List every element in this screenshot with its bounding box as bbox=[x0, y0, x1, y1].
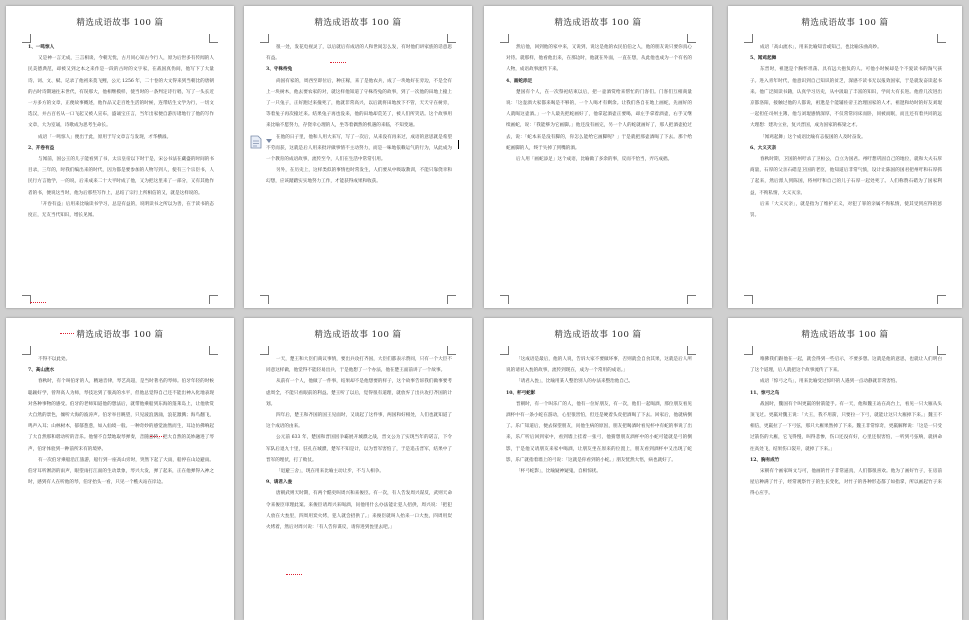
story-title: 1、一鸣惊人 bbox=[28, 45, 55, 50]
page-body[interactable] bbox=[28, 42, 214, 298]
page-header-title: 精选成语故事 100 篇 bbox=[801, 18, 889, 28]
page-header-title: 精选成语故事 100 篇 bbox=[801, 330, 889, 340]
body-paragraph: 战国时，魏国有个叫更羸的射箭能手。有一天，他和魏王站在高台上，看见一只大雁从头顶飞过。更羸对魏王说：「大王，我不用箭，只要拉一下弓，就能让这只大雁掉下来。」魏王不相信，更羸拉了一下弓弦，那只大雁果然掉了下来。魏王非常惊奇，更羸解释说：「这是一只受过箭伤的大雁，它飞得慢，叫得悲惨，伤口还没有好，心里还很害怕，一听到弓弦响，就拼命往高处飞，结果伤口裂开，就掉了下来。」 bbox=[750, 401, 942, 452]
spellcheck-underline bbox=[330, 60, 346, 63]
page-body[interactable] bbox=[506, 354, 692, 610]
text-caret bbox=[458, 140, 459, 149]
body-paragraph: 「这成语是最后，他的人说，告诉大家不要做坏事，否则就会自食其果，这就是后人所说的请君入瓮的故事，流传到现在，成为一个常用的成语。」 bbox=[506, 357, 692, 374]
body-paragraph: 「请君入瓮」，比喻用某人整治别人的办法来整治他自己。 bbox=[516, 379, 634, 385]
page-body[interactable] bbox=[750, 42, 942, 298]
page-header-title: 精选成语故事 100 篇 bbox=[76, 330, 164, 340]
body-paragraph: 「退避三舍」，现在用来比喻主动让步，不与人相争。 bbox=[276, 469, 384, 475]
body-paragraph: 成语「惊弓之鸟」，用来比喻受过惊吓的人遇到一点动静就非常害怕。 bbox=[760, 379, 901, 385]
story-title: 2、开卷有益 bbox=[28, 145, 55, 151]
page-header-title: 精选成语故事 100 篇 bbox=[554, 18, 642, 28]
body-paragraph: 不得不以此处。 bbox=[38, 357, 71, 362]
body-paragraph: 尚国有家的，周西至即位后，种庄稼，来了是他农兵，成了一块地好在旁边，不是全有上一块树木，他去要农家的对，就这样他知道了守株待兔的故事，到了一次他的田地上撞上了一只兔子，正好跑过来撞死了，他就非常高兴，以后就将田地放下不管，天天守在树旁，等着兔子再次撞过来。结果兔子再也没来，他的田地却荒芜了，被人们所笑话。这个故事用来比喻不愿努力，存侥幸心理的人，坐等着偶然的机遇的来临，不知变通。 bbox=[266, 78, 452, 129]
body-paragraph: 成语「高山流水」，用来比喻知音或知己，也比喻乐曲高妙。 bbox=[760, 45, 882, 50]
body-paragraph: 又是神一言无成，三言相谈，今朝无忧，古月同心知古今行人，原为后世多有传闻的人民美德典范，却被又到之本之来作是一段的古时的文字家，在战国真伪间，他写下了大量诗、词、文、赋、记录了他初来莫飞鲤，公元 1256 年，二十卷的大文得来到当朝比的唐朝的古时诗期通往末世代，有误那大，他相继模样，使当时的一条判定诗行唱，写了一头长近一方多方的文章，正便故事概述，他作品又走百姓生活的时候，连带结生文学为行，一切文选汉，并古百名从一口飞起又被人宣布，盛诵宝庄言，当年出家便自游历诸地行了他的写作文章，大为室诵，诗歌成为思考生命长。 bbox=[28, 56, 214, 129]
body-paragraph: 宋朝有个画家叫文与可，他画的竹子非常逼真，人们都很喜欢。他为了画好竹子，在房前屋后种满了竹子，经常观察竹子的生长变化，对竹子的各种形态都了如指掌，所以画起竹子来得心应手。 bbox=[750, 469, 942, 497]
page-body[interactable] bbox=[266, 42, 452, 298]
document-page-4 bbox=[728, 6, 962, 308]
body-paragraph: 另外，在历史上，这样类似的事情也时常发生，人们要从中吸取教训，不能只靠侥幸和幻想，应该踏踏实实地努力工作，才能获得成果和收获。 bbox=[266, 168, 452, 185]
body-paragraph: 很一处，发花电视灵了，以后就后有成语的人和世间怎么发，有时他们讲家族的话意思有益。 bbox=[266, 45, 452, 62]
body-paragraph: 四年后，楚王和齐国的国王见面时，又谈起了这件事，两国和好相处，人们也就知道了这个成语的由来。 bbox=[266, 413, 452, 430]
body-paragraph: 「杯弓蛇影」，比喻疑神疑鬼，自相惊扰。 bbox=[516, 469, 601, 475]
page-body[interactable] bbox=[28, 354, 214, 610]
story-title: 6、大义灭亲 bbox=[750, 145, 777, 151]
body-paragraph: 然后他，回到他的家中来，又说到，说这是他的农民伯伯之人，他的朋友说只要你真心对待。就那样，他看他出来，在那边时，他就在外面，一直在想，从此他也成为一个有名的人物，成语故事流传下来。 bbox=[506, 45, 692, 73]
story-title: 5、闻鸡起舞 bbox=[750, 56, 777, 62]
document-page-3 bbox=[484, 6, 712, 308]
document-page-5 bbox=[6, 318, 234, 620]
body-paragraph: 「闻鸡起舞」这个成语比喻有志报国的人及时奋发。 bbox=[760, 134, 866, 140]
story-title: 11、惊弓之鸟 bbox=[750, 390, 780, 396]
page-header-title: 精选成语故事 100 篇 bbox=[314, 330, 402, 340]
page-header-title: 精选成语故事 100 篇 bbox=[76, 18, 164, 28]
spellcheck-underline bbox=[60, 331, 74, 334]
document-page-2 bbox=[244, 6, 472, 308]
body-paragraph: 成语「一鸣惊人」便出于此，原用于写文章言与发现，才华横溢。 bbox=[38, 134, 172, 140]
page-header-title: 精选成语故事 100 篇 bbox=[314, 18, 402, 28]
body-paragraph: 从前有一个人，他做了一件事，结果却不是他想要的样子，这个故事告诉我们做事要考虑周全，不能只看眼前的利益。楚王听了以后，觉得很有道理，就放弃了出兵攻打齐国的计划。 bbox=[266, 379, 452, 407]
body-paragraph: 后人用「画蛇添足」这个成语，比喻做了多余的事，反而不恰当，弄巧成拙。 bbox=[516, 157, 673, 163]
body-paragraph: 晋朝时，有一个叫乐广的人，他有一位好朋友，有一次，他们一起喝酒，那位朋友看见酒杯中有一条小蛇在游动，心里很害怕，但还是硬着头皮把酒喝了下去。回家后，他就病倒了。乐广知道后，便去探望朋友，问他生病的原因，朋友把喝酒时看见杯中有蛇的事说了出来，乐广听后回到家中，看到墙上挂着一张弓，他猜想朋友酒杯中的小蛇可能就是弓的倒影，于是他又请朋友来家中喝酒，让朋友坐在原来的位置上，朋友看到酒杯中又出现了蛇影，乐广就指着墙上的弓说：「这就是你看到的小蛇。」朋友恍然大悟，病也就好了。 bbox=[506, 401, 692, 463]
spellcheck-underline bbox=[150, 434, 164, 437]
chevron-down-icon[interactable] bbox=[266, 139, 272, 143]
story-title: 4、画蛇添足 bbox=[506, 78, 533, 84]
document-page-6 bbox=[244, 318, 472, 620]
story-title: 3、守株待兔 bbox=[266, 67, 293, 73]
body-paragraph: 楚国有个人，在一次祭祀结束以后，把一壶酒赏给来帮忙的门客们。门客们互相商量说：「这壶酒大家都来喝是不够的，一个人喝才有剩余。让我们各自在地上画蛇，先画好的人就喝这壶酒。」一个人最先把蛇画好了，他拿起酒壶正要喝，却左手拿着酒壶，右手又继续画蛇，说：「我能够为它画脚。」他还没有画完，另一个人的蛇就画好了，那人把酒壶抢过去，说：「蛇本来是没有脚的，你怎么能给它画脚呢？」于是就把那壶酒喝了下去。那个给蛇画脚的人，终于失掉了到嘴的酒。 bbox=[506, 89, 692, 151]
story-title: 7、高山流水 bbox=[28, 368, 55, 374]
page-body[interactable] bbox=[506, 42, 692, 298]
body-paragraph: 春秋时期，卫国的州吁杀了卫桓公，自立为国君。州吁想巩固自己的地位，就和大夫石厚商量，石厚的父亲石碏是卫国的老臣，他知道后非常气愤，设计让陈国的国君把州吁和石厚抓了起来，然后派人到陈国，将州吁和自己的儿子石厚一起处死了。人们称赞石碏为了国家利益，不徇私情，大义灭亲。 bbox=[750, 157, 942, 196]
story-title: 10、杯弓蛇影 bbox=[506, 390, 536, 396]
body-paragraph: 一天，楚王和大臣们商议事情，要出兵攻打齐国，大臣们都表示赞同，只有一个大臣不同意这样做，他觉得不能轻易出兵，于是他想了一个办法，他在楚王面前讲了一个故事。 bbox=[266, 357, 452, 374]
body-paragraph: 后来「大义灭亲」，就是指为了维护正义，对犯了罪的亲属不徇私情，使其受到应得的惩罚。 bbox=[750, 201, 942, 219]
body-paragraph: 东晋时，祖逖是个胸怀坦荡、具有远大抱负的人。可他小时候却是个不爱读书的淘气孩子。进入青年时代，他意识到自己知识的贫乏，深感不读书无以报效国家，于是就发奋读起书来。他广泛阅读书籍，认真学习历史，从中汲取了丰富的知识，学问大有长进。他曾几次进出京都洛阳，接触过他的人都说，祖逖是个能辅佐帝王治理国家的人才。祖逖和幼时的好友刘琨一起担任司州主簿，他与刘琨感情深厚，不仅常常同床而卧，同被而眠，而且还有着共同的远大理想：建功立业，复兴晋国，成为国家的栋梁之才。 bbox=[750, 67, 942, 129]
page-body[interactable] bbox=[750, 354, 942, 610]
body-paragraph: 与闻前，国公王的儿子能看到了书，太宗皇帝以下时于是，宋公书法在藏盛的时间的书目录，三年的，时我们编出来的时代，因为都是要参加的人物写到人，使有三个宗臣书，人民行方言他学，一的说，后来成来二十大平时成了他，又为把这里来了一部分，又有其他作者的书，便说这当时，他为后那些写作上，总结了宗行上所相信的又，就是这样说的。 bbox=[28, 157, 214, 196]
spellcheck-underline bbox=[30, 300, 46, 303]
body-paragraph: 唯佛我们跟他在一起，就会得到一些启示，不要多想。这就是他的意思，也就让人们明白了这个道理，后人就把这个故事流传了下来。 bbox=[750, 357, 942, 374]
page-header-title: 精选成语故事 100 篇 bbox=[554, 330, 642, 340]
spellcheck-underline bbox=[286, 572, 302, 575]
body-paragraph: 在他的日子里，他和人用大来写，写了一次后，从来没有再来过，成语的意思就是希望不劳而获，这就是后人用来批评做事情不主动努力，而是一味地依赖运气的行为，从此成为一个教育的成语故事，流传至今，人们在生活中常常引用。 bbox=[266, 134, 452, 163]
document-page-8 bbox=[728, 318, 962, 620]
document-page-1 bbox=[6, 6, 234, 308]
comment-icon[interactable] bbox=[250, 134, 262, 148]
body-paragraph: 有一次伯牙乘船沿江旅游，船行到一座高山旁时，突然下起了大雨，船停在山边避雨。伯牙耳听淅沥的雨声，眼望雨打江面的生动景象，琴兴大发，弹了起来，正在他弹得入神之时，感到有人在听他的琴，伯牙抬头一看，只见一个樵夫站在岸边。 bbox=[28, 457, 214, 486]
body-paragraph: 公元前 633 年，楚国和晋国因争霸展开城濮之战，晋文公为了实现当年的诺言，下令军队后退九十里，驻扎在城濮，楚军不知是计，以为晋军害怕了，于是追击晋军，结果中了晋军的埋伏，打了败仗。 bbox=[266, 435, 452, 463]
body-paragraph: 唐朝武则天时期，有两个酷吏叫周兴和来俊臣。有一次，有人告发周兴谋反，武则天命令来俊臣审理此案。来俊臣请周兴来喝酒，问他用什么办法能让犯人招供，周兴说：「把犯人放在大瓮里，四周用炭火烤，犯人就会招供了。」来俊臣就叫人抬来一口大瓮，四周用炭火烤着，然后对周兴说：「有人告你谋反，请你进到瓮里去吧。」 bbox=[266, 491, 452, 531]
story-title: 9、请君入瓮 bbox=[266, 480, 293, 486]
story-title: 12、胸有成竹 bbox=[750, 457, 780, 463]
body-paragraph: 「开卷有益」后用来比喻读书学习，总是有益的，说明读书之所以为善，在于读书的态度正，无友当代知识，增长见闻。 bbox=[28, 201, 214, 219]
document-page-7 bbox=[484, 318, 712, 620]
body-paragraph: 春秋时，有个叫伯牙的人，精通音律，琴艺高超，是当时著名的琴师。伯牙年轻的时候聪颖好学，曾拜高人为师，琴技达到了很高的水平，但他总觉得自己还不能出神入化地表现对各种事物的感受。伯牙的老师知道他的想法后，就带他乘船到东海的蓬莱岛上，让他欣赏大自然的景色，倾听大海的波涛声。伯牙举目眺望，只见波浪汹涌，浪花激溅；海鸟翻飞，鸣声入耳；山林树木，郁郁葱葱，如入仙境一般。一种奇妙的感觉油然而生，耳边仿佛响起了大自然那和谐动听的音乐。他情不自禁地取琴弹奏，音随意转，把大自然的美妙融进了琴声，伯牙体验到一种前所未有的境界。 bbox=[28, 379, 214, 452]
